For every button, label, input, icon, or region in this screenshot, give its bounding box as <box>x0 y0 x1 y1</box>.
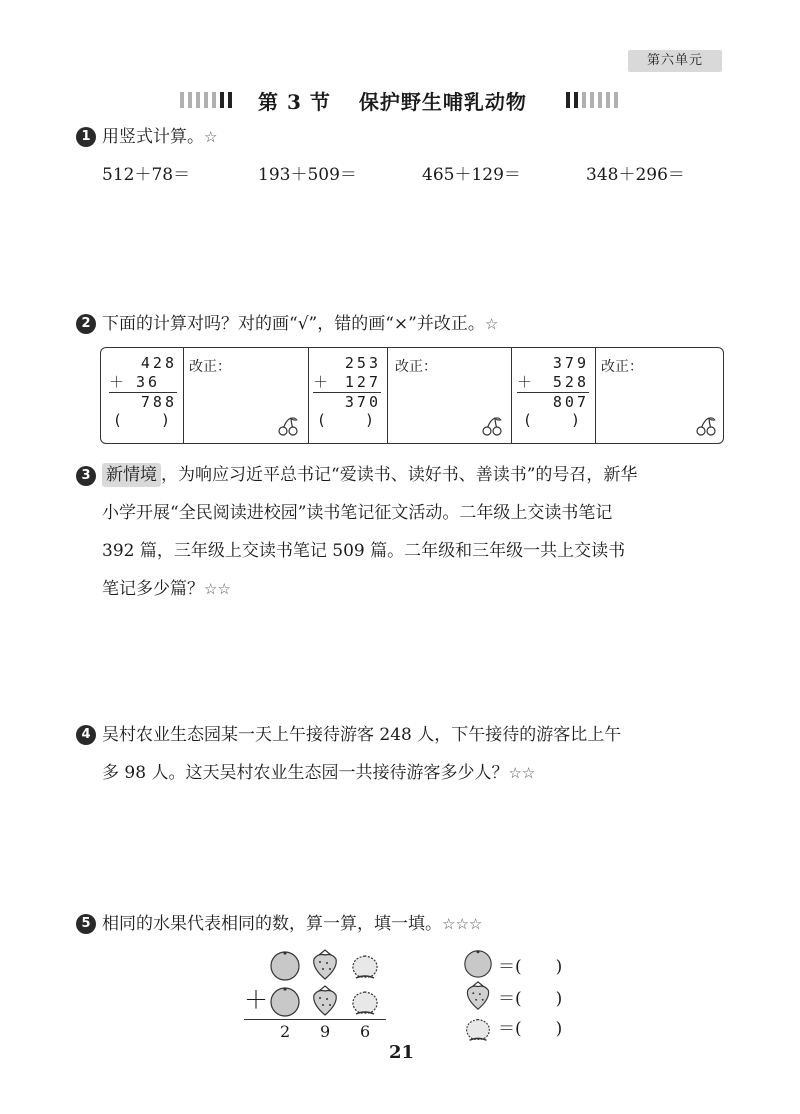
plus-sign: ＋ <box>517 373 536 391</box>
question-2-number: 2 <box>76 314 96 334</box>
cherry-icon <box>695 416 717 436</box>
question-3-line-4: 笔记多少篇？ <box>102 579 204 599</box>
judgement-blank[interactable]: ( ) <box>522 411 584 429</box>
question-2-prompt: 下面的计算对吗？对的画“√”，错的画“×”并改正。 <box>102 314 485 334</box>
sum-digit-tens: 9 <box>320 1022 331 1041</box>
calc-item-3: 465＋129＝ <box>422 165 521 185</box>
question-1-text <box>102 120 217 154</box>
section-title <box>258 86 527 115</box>
question-1-prompt: 用竖式计算。 <box>102 127 204 147</box>
correction-label: 改正： <box>189 359 231 375</box>
question-4-line-2: 多 98 人。这天吴村农业生态园一共接待游客多少人？ <box>102 763 509 783</box>
addend-1: 379 <box>552 354 589 372</box>
peach-icon <box>348 984 382 1018</box>
calc-item-2: 193＋509＝ <box>258 165 357 185</box>
section-title-bar <box>0 84 800 114</box>
question-5-number: 5 <box>76 914 96 934</box>
plus-sign: ＋ <box>244 986 268 1014</box>
title-decoration-left <box>180 92 232 108</box>
question-2-text <box>102 307 498 341</box>
vertical-calc-3 <box>517 354 589 430</box>
question-1-number: 1 <box>76 127 96 147</box>
calc-item-1: 512＋78＝ <box>102 165 191 185</box>
addend-1: 253 <box>344 354 381 372</box>
sum-line <box>244 1019 386 1020</box>
plus-sign: ＋ <box>109 373 128 391</box>
addend-2: 36 <box>135 373 160 391</box>
sum-result: 807 <box>517 392 589 411</box>
addend-2-row <box>517 373 589 392</box>
check-correct-box <box>100 347 724 444</box>
vertical-calc-2 <box>313 354 381 430</box>
sum-result: 788 <box>109 392 177 411</box>
question-5-prompt: 相同的水果代表相同的数，算一算，填一填。 <box>102 914 442 934</box>
difficulty-stars: ☆ <box>484 315 499 333</box>
sum-result: 370 <box>313 392 381 411</box>
section-name: 保护野生哺乳动物 <box>358 90 527 114</box>
orange-icon <box>268 948 302 982</box>
difficulty-stars: ☆☆ <box>508 764 536 782</box>
strawberry-icon <box>308 984 342 1018</box>
title-decoration-right <box>566 92 618 108</box>
judgement-blank[interactable]: ( ) <box>112 411 174 429</box>
orange-icon <box>268 984 302 1018</box>
new-context-tag: 新情境 <box>102 463 161 487</box>
sum-digit-hundreds: 2 <box>280 1022 291 1041</box>
strawberry-answer[interactable]: ＝( ) <box>498 989 563 1009</box>
question-4-line-1: 吴村农业生态园某一天上午接待游客 248 人，下午接待的游客比上午 <box>102 725 622 745</box>
correction-label: 改正： <box>601 359 643 375</box>
peach-icon <box>462 1012 494 1044</box>
vertical-calc-1 <box>109 354 177 430</box>
strawberry-icon <box>308 948 342 982</box>
question-3-line-3: 392 篇，三年级上交读书笔记 509 篇。二年级和三年级一共上交读书 <box>102 541 626 561</box>
peach-answer[interactable]: ＝( ) <box>498 1019 563 1039</box>
sum-digit-ones: 6 <box>360 1022 371 1041</box>
addend-2-row <box>313 373 381 392</box>
cherry-icon <box>481 416 503 436</box>
question-3-line-1: ，为响应习近平总书记“爱读书、读好书、善读书”的号召，新华 <box>161 465 638 485</box>
difficulty-stars: ☆ <box>204 128 218 146</box>
addend-2-row <box>109 373 177 392</box>
addend-1: 428 <box>140 354 177 372</box>
calc-item-4: 348＋296＝ <box>586 165 685 185</box>
section-number: 第 3 节 <box>258 90 331 114</box>
question-3-line-2: 小学开展“全民阅读进校园”读书笔记征文活动。二年级上交读书笔记 <box>102 503 613 523</box>
difficulty-stars: ☆☆☆ <box>442 915 483 933</box>
peach-icon <box>348 948 382 982</box>
question-3-text <box>102 458 732 606</box>
cherry-icon <box>277 416 299 436</box>
question-3-number: 3 <box>76 466 96 486</box>
correction-label: 改正： <box>395 359 437 375</box>
question-4-number: 4 <box>76 725 96 745</box>
addend-2: 127 <box>344 373 381 391</box>
question-5-text <box>102 907 482 941</box>
orange-answer[interactable]: ＝( ) <box>498 957 563 977</box>
judgement-blank[interactable]: ( ) <box>316 411 378 429</box>
plus-sign: ＋ <box>313 373 332 391</box>
unit-label: 第六单元 <box>628 50 722 72</box>
strawberry-icon <box>462 980 494 1012</box>
addend-2: 528 <box>552 373 589 391</box>
page-number: 21 <box>389 1042 415 1063</box>
orange-icon <box>462 947 494 979</box>
question-4-text <box>102 718 732 790</box>
difficulty-stars: ☆☆ <box>204 580 231 598</box>
